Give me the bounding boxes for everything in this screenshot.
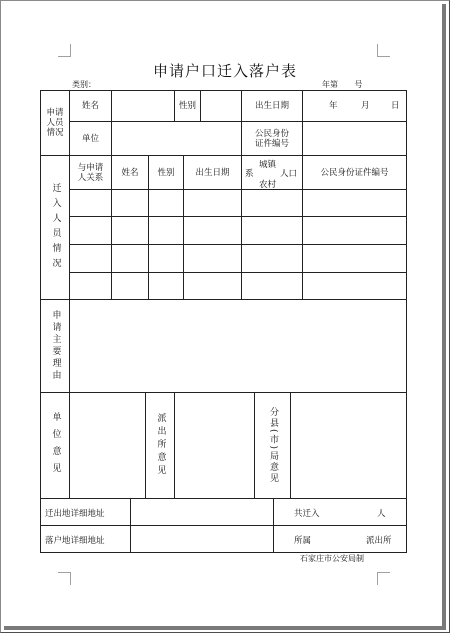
mover-row-3-dob[interactable] [183, 244, 242, 273]
mover-row-4-dob[interactable] [183, 272, 242, 300]
out-address-label: 迁出地详细地址 [45, 509, 105, 519]
mover-row-2-gender[interactable] [148, 216, 184, 245]
mover-row-2-relation[interactable] [69, 216, 112, 245]
dob-label: 出生日期 [241, 90, 303, 122]
applicant-gender-field[interactable] [200, 90, 242, 122]
person-unit-label: 人 [377, 509, 386, 519]
total-movers-cell[interactable] [273, 498, 407, 526]
bureau-opinion-label: 分县(市)局意见 [254, 392, 291, 499]
issuer-label: 石家庄市公安局制 [300, 554, 364, 563]
mover-row-2-name[interactable] [111, 216, 149, 245]
huji-left-label: 系 [245, 169, 254, 179]
id-label: 公民身份 证件编号 [241, 121, 303, 156]
mover-row-1-relation[interactable] [69, 189, 112, 217]
applicant-id-field[interactable] [302, 121, 407, 156]
mover-row-3-name[interactable] [111, 244, 149, 273]
settle-address-label-cell [40, 525, 131, 553]
mover-row-1-huji[interactable] [241, 189, 303, 217]
belongs-station-cell[interactable] [273, 525, 407, 553]
mover-name-header: 姓名 [111, 155, 149, 190]
mover-row-2-id[interactable] [302, 216, 407, 245]
settle-address-field[interactable] [130, 525, 274, 553]
movers-section-label: 迁入人员情况 [40, 155, 70, 300]
applicant-dob-field[interactable] [302, 90, 407, 122]
station-opinion-label: 派出所意见 [145, 392, 175, 499]
mover-row-4-gender[interactable] [148, 272, 184, 300]
year-label: 年第 [322, 80, 338, 89]
relation-header: 与申请 人关系 [69, 155, 112, 190]
huji-urban-label: 城镇 [259, 160, 277, 170]
date-day-label: 日 [391, 101, 400, 111]
applicant-section-label: 申请 人员 情况 [40, 90, 70, 156]
mover-gender-header: 性别 [148, 155, 184, 190]
unit-label: 单位 [69, 121, 112, 156]
mover-row-4-id[interactable] [302, 272, 407, 300]
mover-row-4-relation[interactable] [69, 272, 112, 300]
huji-rural-label: 农村 [259, 180, 277, 190]
out-address-field[interactable] [130, 498, 274, 526]
station-label: 派出所 [366, 536, 392, 546]
mover-row-3-gender[interactable] [148, 244, 184, 273]
mover-row-1-dob[interactable] [183, 189, 242, 217]
mover-id-header: 公民身份证件编号 [302, 155, 407, 190]
mover-row-3-huji[interactable] [241, 244, 303, 273]
number-label: 号 [354, 80, 363, 89]
total-label: 共迁入 [294, 509, 320, 519]
station-opinion-field[interactable] [174, 392, 255, 499]
mover-row-4-huji[interactable] [241, 272, 303, 300]
applicant-unit-field[interactable] [111, 121, 242, 156]
date-month-label: 月 [361, 101, 370, 111]
huji-type-header [241, 155, 303, 190]
document-title: 申请户口迁入落户表 [152, 62, 297, 80]
gender-label: 性别 [174, 90, 201, 122]
unit-opinion-label: 单位意见 [40, 392, 70, 499]
mover-row-4-name[interactable] [111, 272, 149, 300]
category-label: 类别： [72, 80, 96, 89]
huji-right-label: 人口 [280, 169, 298, 179]
mover-row-1-id[interactable] [302, 189, 407, 217]
mover-row-3-relation[interactable] [69, 244, 112, 273]
mover-dob-header: 出生日期 [183, 155, 242, 190]
mover-row-1-gender[interactable] [148, 189, 184, 217]
settle-address-label: 落户地详细地址 [45, 536, 105, 546]
date-year-label: 年 [329, 101, 338, 111]
out-address-label-cell [40, 498, 131, 526]
mover-row-3-id[interactable] [302, 244, 407, 273]
belongs-label: 所属 [294, 536, 312, 546]
mover-row-2-huji[interactable] [241, 216, 303, 245]
bureau-opinion-field[interactable] [290, 392, 407, 499]
unit-opinion-field[interactable] [69, 392, 146, 499]
mover-row-1-name[interactable] [111, 189, 149, 217]
applicant-name-field[interactable] [111, 90, 175, 122]
reason-field[interactable] [69, 299, 407, 393]
name-label: 姓名 [69, 90, 112, 122]
mover-row-2-dob[interactable] [183, 216, 242, 245]
reason-section-label: 申请主要理由 [40, 299, 70, 393]
